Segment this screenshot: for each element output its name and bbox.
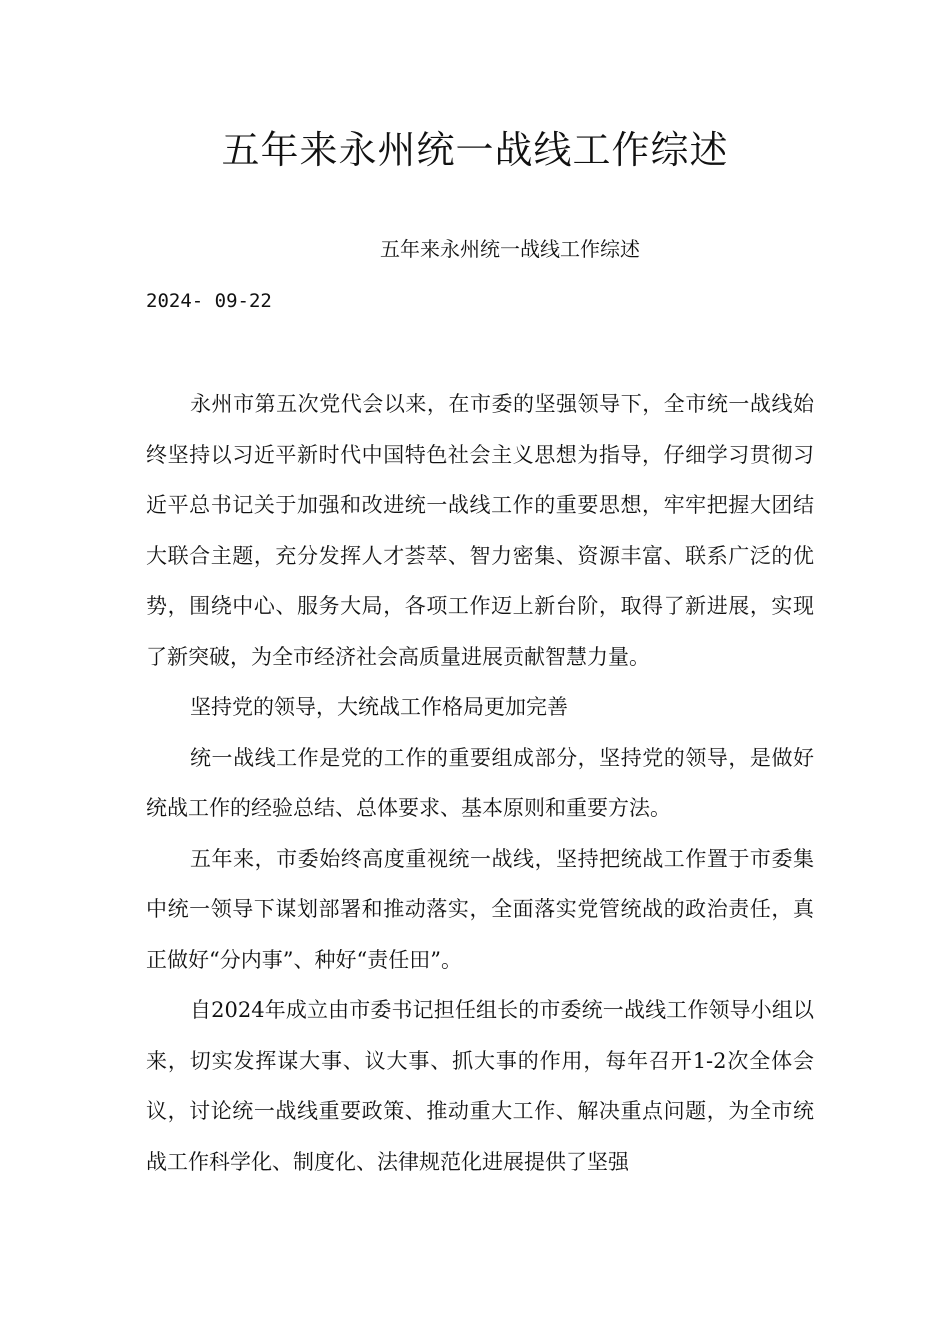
paragraph-intro: 永州市第五次党代会以来，在市委的坚强领导下，全市统一战线始终坚持以习近平新时代中国特色社会主义思想为指导，仔细学习贯彻习近平总书记关于加强和改进统一战线工作的重要思想，牢牢把握大团结大联合主题，充分发挥人才荟萃、智力密集、资源丰富、联系广泛的优势，围绕中心、服务大局，各项工作迈上新台阶，取得了新进展，实现了新突破，为全市经济社会高质量进展贡献智慧力量。 — [146, 392, 814, 669]
section-heading: 坚持党的领导，大统战工作格局更加完善 — [190, 695, 568, 719]
document-title: 五年来永州统一战线工作综述 — [221, 128, 729, 172]
paragraph: 统一战线工作是党的工作的重要组成部分，坚持党的领导，是做好统战工作的经验总结、总体要求、基本原则和重要方法。 — [146, 745, 814, 820]
document-subtitle: 五年来永州统一战线工作综述 — [380, 237, 640, 261]
publish-date: 2024- 09-22 — [146, 290, 272, 312]
paragraph: 自2024年成立由市委书记担任组长的市委统一战线工作领导小组以来，切实发挥谋大事、议大事、抓大事的作用，每年召开1-2次全体会议，讨论统一战线重要政策、推动重大工作、解决重点问题，为全市统战工作科学化、制度化、法律规范化进展提供了坚强 — [146, 998, 814, 1174]
article-body — [146, 379, 814, 1187]
paragraph: 五年来，市委始终高度重视统一战线，坚持把统战工作置于市委集中统一领导下谋划部署和推动落实，全面落实党管统战的政治责任，真正做好“分内事”、种好“责任田”。 — [146, 846, 814, 972]
